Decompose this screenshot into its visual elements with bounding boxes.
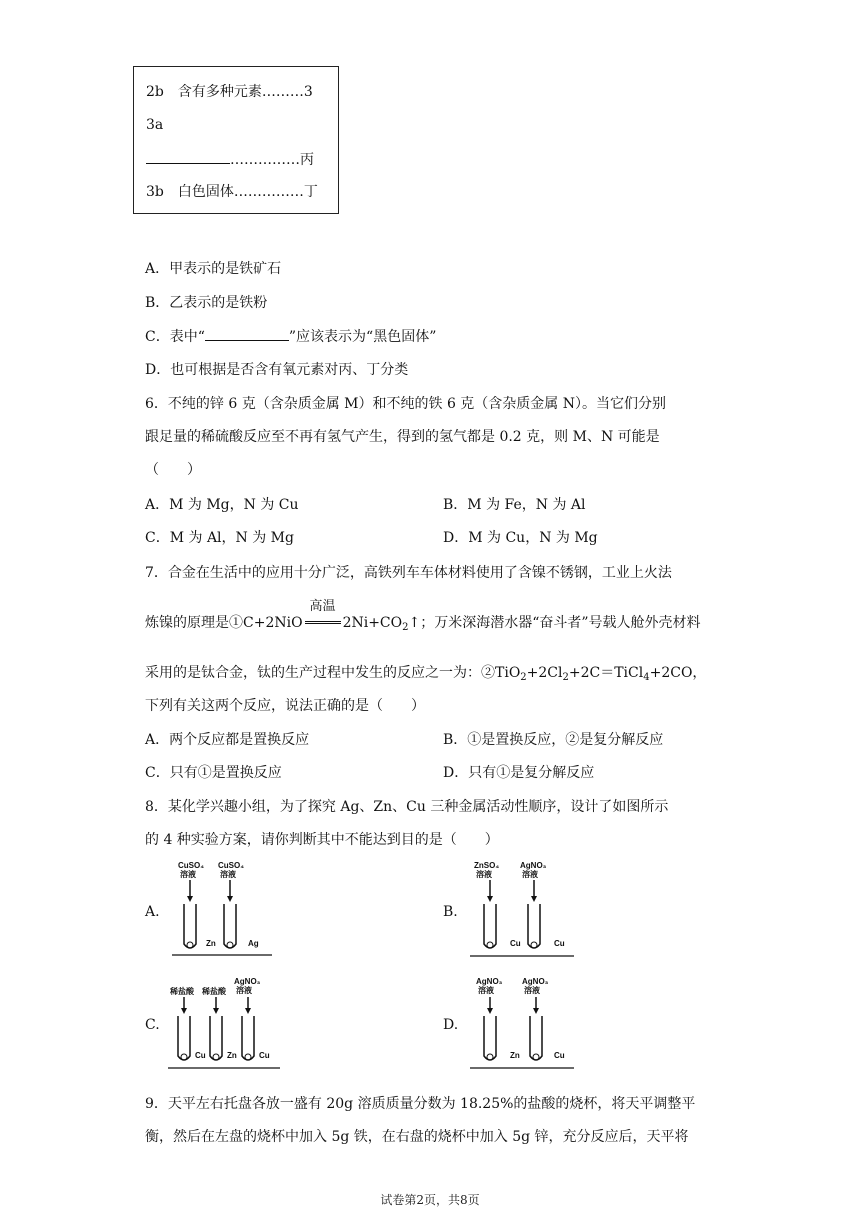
fig-d-solution1-b: 溶液 bbox=[478, 986, 494, 995]
classification-key-box bbox=[133, 66, 339, 214]
q7-reaction2-b: +2Cl bbox=[526, 665, 563, 681]
fig-c-solution3-b: 溶液 bbox=[236, 986, 252, 995]
q8-option-c-label: C. bbox=[145, 1017, 160, 1033]
q7-option-a: A．两个反应都是置换反应 bbox=[145, 732, 310, 748]
blank-line bbox=[205, 326, 289, 341]
q8-stem-line1: 8．某化学兴趣小组，为了探究 Ag、Zn、Cu 三种金属活动性顺序，设计了如图所示 bbox=[145, 799, 669, 815]
q8-figure-c bbox=[168, 972, 288, 1072]
fig-c-solution2: 稀盐酸 bbox=[202, 987, 226, 996]
q7-reaction1-products: 2Ni+CO bbox=[342, 615, 403, 631]
q7-option-d: D．只有①是复分解反应 bbox=[443, 765, 595, 781]
q7-reaction2-a: 采用的是钛合金，钛的生产过程中发生的反应之一为：②TiO bbox=[145, 665, 521, 681]
fig-d-metal2: Cu bbox=[554, 1051, 565, 1060]
q6-option-b: B．M 为 Fe，N 为 Al bbox=[443, 497, 586, 513]
fig-d-solution2: AgNO₃ bbox=[522, 977, 549, 986]
fig-a-solution1-b: 溶液 bbox=[180, 870, 196, 879]
q7-stem-line2-rest: ↑；万米深海潜水器“奋斗者”号载人舱外壳材料 bbox=[408, 615, 701, 631]
fig-a-solution2-b: 溶液 bbox=[220, 870, 236, 879]
q7-stem-line1: 7．合金在生活中的应用十分广泛，高铁列车车体材料使用了含镍不锈钢，工业上火法 bbox=[145, 565, 672, 581]
q8-option-b-label: B. bbox=[443, 904, 458, 920]
equals-bar bbox=[305, 621, 341, 626]
key-line-3a-suffix: ……………丙 bbox=[230, 152, 314, 168]
q8-figure-d bbox=[470, 972, 580, 1072]
q6-option-a: A．M 为 Mg，N 为 Cu bbox=[145, 497, 299, 513]
q5-option-b: B．乙表示的是铁粉 bbox=[145, 295, 268, 311]
page-footer: 试卷第2页，共8页 bbox=[380, 1193, 480, 1207]
fig-c-metal2: Zn bbox=[227, 1051, 237, 1060]
q8-stem-line2: 的 4 种实验方案，请你判断其中不能达到目的是（ ） bbox=[145, 832, 499, 848]
fig-b-solution1-b: 溶液 bbox=[476, 870, 492, 879]
q6-answer-paren: （ ） bbox=[145, 462, 201, 478]
fig-d-solution2-b: 溶液 bbox=[524, 986, 540, 995]
q9-stem-line2: 衡，然后在左盘的烧杯中加入 5g 铁，在右盘的烧杯中加入 5g 锌，充分反应后，天平将 bbox=[145, 1129, 689, 1145]
q5-option-c-suffix: ”应该表示为“黑色固体” bbox=[288, 329, 437, 345]
blank-line bbox=[146, 149, 230, 164]
fig-d-solution1: AgNO₃ bbox=[476, 977, 503, 986]
fig-d-metal1: Zn bbox=[510, 1051, 520, 1060]
fig-a-solution2: CuSO₄ bbox=[218, 861, 245, 870]
fig-a-metal1: Zn bbox=[206, 939, 216, 948]
q5-option-c bbox=[145, 326, 436, 346]
reaction-condition bbox=[303, 599, 343, 631]
q7-reaction1-reactants: 炼镍的原理是①C+2NiO bbox=[145, 615, 303, 631]
fig-b-solution1: ZnSO₄ bbox=[474, 861, 500, 870]
fig-b-solution2: AgNO₃ bbox=[520, 861, 547, 870]
q9-stem-line1: 9．天平左右托盘各放一盛有 20g 溶质质量分数为 18.25%的盐酸的烧杯，将天平调整平 bbox=[145, 1096, 696, 1112]
q7-stem-line4: 下列有关这两个反应，说法正确的是（ ） bbox=[145, 698, 425, 714]
q6-stem-line2: 跟足量的稀硫酸反应至不再有氢气产生，得到的氢气都是 0.2 克，则 M、N 可能是 bbox=[145, 429, 660, 445]
fig-c-solution3: AgNO₃ bbox=[234, 977, 261, 986]
subscript: 4 bbox=[643, 672, 650, 683]
key-line-3a: 3a bbox=[146, 117, 164, 133]
q5-option-d: D．也可根据是否含有氧元素对丙、丁分类 bbox=[145, 362, 409, 378]
fig-a-metal2: Ag bbox=[248, 939, 259, 948]
test-tube-2 bbox=[224, 904, 236, 948]
condition-high-temp: 高温 bbox=[309, 599, 336, 614]
q7-stem-line3 bbox=[145, 662, 706, 683]
q8-option-d-label: D. bbox=[443, 1017, 459, 1033]
q7-reaction2-c: +2C＝TiCl bbox=[568, 665, 644, 681]
q8-option-a-label: A. bbox=[145, 904, 160, 920]
test-tube-1 bbox=[184, 904, 196, 948]
q5-option-a: A．甲表示的是铁矿石 bbox=[145, 261, 282, 277]
q6-option-d: D．M 为 Cu，N 为 Mg bbox=[443, 530, 598, 546]
q7-stem-line2 bbox=[145, 599, 701, 633]
q5-option-c-prefix: C．表中“ bbox=[145, 329, 205, 345]
fig-c-metal3: Cu bbox=[259, 1051, 270, 1060]
fig-b-metal1: Cu bbox=[510, 939, 521, 948]
key-line-3b: 3b 白色固体……………丁 bbox=[146, 184, 318, 200]
q7-option-c: C．只有①是置换反应 bbox=[145, 765, 282, 781]
fig-b-solution2-b: 溶液 bbox=[522, 870, 538, 879]
q7-option-b: B．①是置换反应，②是复分解反应 bbox=[443, 732, 664, 748]
q8-figure-a bbox=[172, 860, 282, 960]
q6-stem-line1: 6．不纯的锌 6 克（含杂质金属 M）和不纯的铁 6 克（含杂质金属 N）。当它们分别 bbox=[145, 396, 667, 412]
subscript: 2 bbox=[562, 672, 569, 683]
fig-b-metal2: Cu bbox=[554, 939, 565, 948]
subscript: 2 bbox=[402, 622, 409, 633]
key-line-2b: 2b 含有多种元素………3 bbox=[146, 84, 313, 100]
q8-figure-b bbox=[470, 860, 580, 960]
fig-c-metal1: Cu bbox=[195, 1051, 206, 1060]
fig-c-solution1: 稀盐酸 bbox=[170, 987, 194, 996]
q6-option-c: C．M 为 Al，N 为 Mg bbox=[145, 530, 294, 546]
fig-a-solution1: CuSO₄ bbox=[178, 861, 205, 870]
key-line-blank bbox=[146, 149, 314, 169]
subscript: 2 bbox=[520, 672, 527, 683]
q7-reaction2-d: +2CO， bbox=[649, 665, 707, 681]
